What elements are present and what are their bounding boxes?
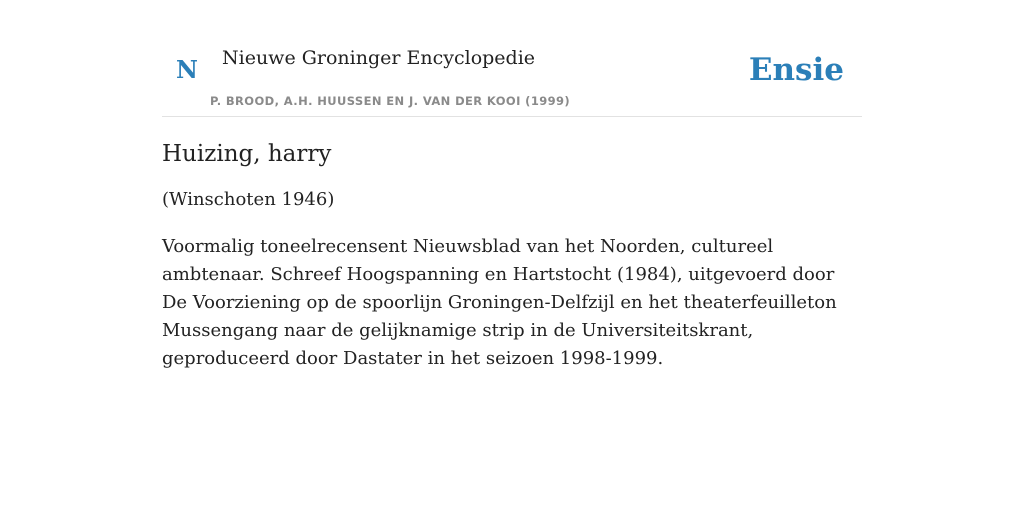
source-logo[interactable]: N [176,55,198,84]
source-title-link[interactable]: Nieuwe Groninger Encyclopedie [222,47,536,69]
source-header [162,0,862,117]
source-authors: P. BROOD, A.H. HUUSSEN EN J. VAN DER KOOI (1999) [210,94,571,108]
entry-content [162,136,862,373]
ensie-brand-link[interactable]: Ensie [748,52,844,88]
entry-subtitle: (Winschoten 1946) [162,189,335,210]
entry-title: Huizing, harry [162,141,332,167]
entry-body: Voormalig toneelrecensent Nieuwsblad van het Noorden, cultureel ambtenaar. Schreef Hoogspanning en Hartstocht (1984), uitgevoerd door De Voorziening op de spoorlijn Groningen-Delfzijl en het theaterfeuilleton Mussengang naar de gelijknamige strip in de Universiteitskrant, geproduceerd door Dastater in het seizoen 1998-1999. [162,236,837,369]
